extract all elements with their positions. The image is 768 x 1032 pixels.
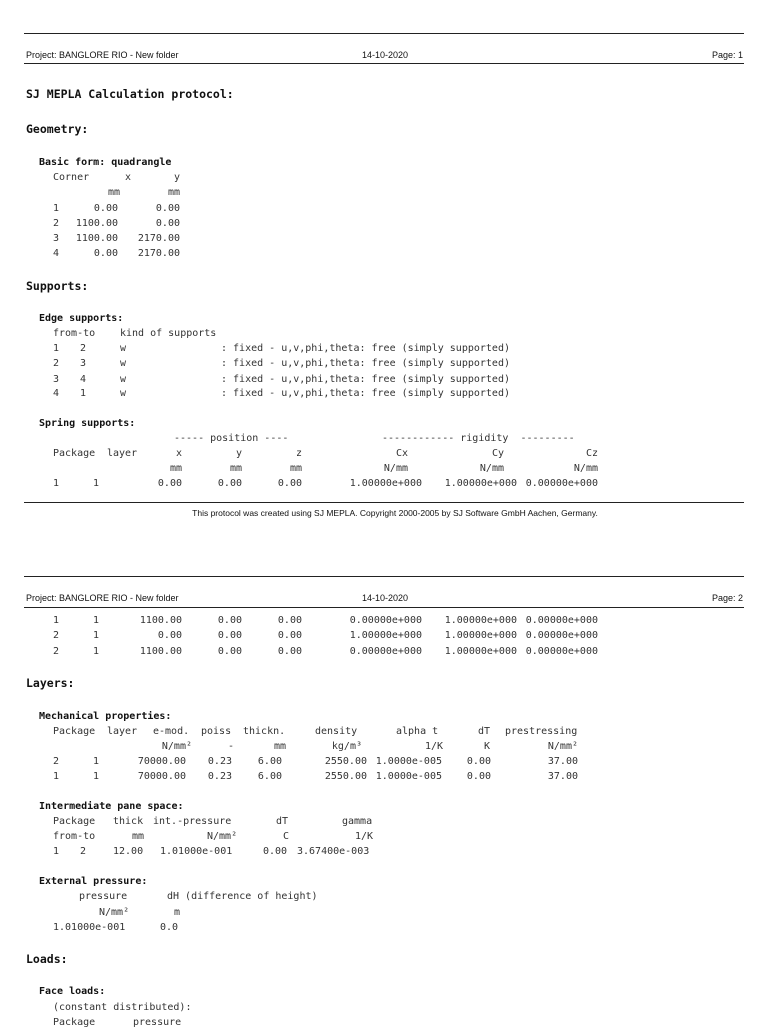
spring-cz: 0.00000e+000 xyxy=(525,478,598,489)
unit-alpha-t: 1/K xyxy=(424,741,443,752)
spring-layer: 1 xyxy=(93,615,100,626)
mech-alpha-t: 1.0000e-005 xyxy=(375,771,442,782)
col-dt: dT xyxy=(478,726,491,737)
unit-dh: m xyxy=(174,907,181,918)
spring-supports-heading: Spring supports: xyxy=(39,418,136,429)
col-package: Package xyxy=(53,816,96,827)
corner-id: 1 xyxy=(53,203,60,214)
edge-type: w xyxy=(120,388,127,399)
mech-poiss: 0.23 xyxy=(207,756,232,767)
copyright-footer: This protocol was created using SJ MEPLA. Copyright 2000-2005 by SJ Software GmbH Aachen, Germany. xyxy=(192,508,598,518)
pane-unit-row xyxy=(0,831,768,846)
header-page-number: Page: 2 xyxy=(712,593,744,603)
spring-z: 0.00 xyxy=(277,630,302,641)
mech-alpha-t: 1.0000e-005 xyxy=(375,756,442,767)
corner-x: 1100.00 xyxy=(75,218,118,229)
mech-poiss: 0.23 xyxy=(207,771,232,782)
corner-id: 2 xyxy=(53,218,60,229)
unit-y: mm xyxy=(229,463,242,474)
col-gamma: gamma xyxy=(342,816,373,827)
supports-heading: Supports: xyxy=(26,279,89,293)
col-prestressing: prestressing xyxy=(505,726,578,737)
corner-y: 2170.00 xyxy=(137,233,180,244)
layers-heading: Layers: xyxy=(26,676,75,690)
unit-density: kg/m³ xyxy=(331,741,362,752)
col-layer: layer xyxy=(107,726,138,737)
col-layer: layer xyxy=(107,448,138,459)
col-dt: dT xyxy=(276,816,289,827)
col-package: Package xyxy=(53,448,96,459)
mech-e-mod: 70000.00 xyxy=(137,771,186,782)
header-bottom-rule xyxy=(24,607,744,608)
spring-row xyxy=(0,630,768,645)
pane-to: 2 xyxy=(80,846,87,857)
spring-package: 2 xyxy=(53,646,60,657)
spring-cy: 1.00000e+000 xyxy=(444,478,517,489)
document-title: SJ MEPLA Calculation protocol: xyxy=(26,87,234,101)
col-x: x xyxy=(175,448,182,459)
header-date: 14-10-2020 xyxy=(362,50,409,60)
spring-cy: 1.00000e+000 xyxy=(444,615,517,626)
edge-description: : fixed - u,v,phi,theta: free (simply supported) xyxy=(221,388,510,399)
group-position: ----- position ---- xyxy=(174,433,289,444)
corner-id: 4 xyxy=(53,248,60,259)
unit-dt: K xyxy=(483,741,490,752)
edge-description: : fixed - u,v,phi,theta: free (simply supported) xyxy=(221,343,510,354)
spring-layer: 1 xyxy=(93,646,100,657)
corner-id: 3 xyxy=(53,233,60,244)
pane-dt: 0.00 xyxy=(263,846,288,857)
col-e-mod: e-mod. xyxy=(153,726,190,737)
edge-description: : fixed - u,v,phi,theta: free (simply supported) xyxy=(221,358,510,369)
col-corner: Corner xyxy=(53,172,90,183)
spring-group-row xyxy=(0,433,768,448)
col-pressure: pressure xyxy=(79,891,128,902)
geometry-row xyxy=(0,218,768,233)
col-alpha-t: alpha t xyxy=(396,726,439,737)
pane-gamma: 3.67400e-003 xyxy=(297,846,370,857)
edge-to: 1 xyxy=(80,388,87,399)
spring-z: 0.00 xyxy=(277,646,302,657)
face-loads-subheading: (constant distributed): xyxy=(53,1002,192,1013)
edge-type: w xyxy=(120,358,127,369)
edge-from: 4 xyxy=(53,388,60,399)
edge-from: 3 xyxy=(53,374,60,385)
spring-cy: 1.00000e+000 xyxy=(444,646,517,657)
spring-package: 1 xyxy=(53,478,60,489)
spring-row xyxy=(0,615,768,630)
pane-int-pressure: 1.01000e-001 xyxy=(160,846,233,857)
spring-y: 0.00 xyxy=(217,478,242,489)
mech-e-mod: 70000.00 xyxy=(137,756,186,767)
mech-density: 2550.00 xyxy=(324,756,367,767)
unit-thickn: mm xyxy=(273,741,286,752)
spring-layer: 1 xyxy=(93,630,100,641)
spring-y: 0.00 xyxy=(217,630,242,641)
col-cy: Cy xyxy=(491,448,504,459)
ext-row xyxy=(0,922,768,937)
edge-type: w xyxy=(120,374,127,385)
spring-y: 0.00 xyxy=(217,615,242,626)
mech-prestressing: 37.00 xyxy=(547,756,578,767)
unit-prestressing: N/mm² xyxy=(547,741,578,752)
loads-heading: Loads: xyxy=(26,952,68,966)
spring-z: 0.00 xyxy=(277,615,302,626)
mech-package: 2 xyxy=(53,756,60,767)
unit-gamma: 1/K xyxy=(355,831,374,842)
col-cz: Cz xyxy=(585,448,598,459)
spring-cz: 0.00000e+000 xyxy=(525,615,598,626)
face-loads-header-row xyxy=(0,1017,768,1032)
spring-row xyxy=(0,478,768,493)
mechanical-properties-heading: Mechanical properties: xyxy=(39,711,172,722)
pane-header-row xyxy=(0,816,768,831)
spring-package: 1 xyxy=(53,615,60,626)
spring-package: 2 xyxy=(53,630,60,641)
spring-cx: 1.00000e+000 xyxy=(349,630,422,641)
group-rigidity: ------------ rigidity --------- xyxy=(382,433,575,444)
mech-thickn: 6.00 xyxy=(257,756,282,767)
col-package: Package xyxy=(53,726,96,737)
ext-unit-row xyxy=(0,907,768,922)
face-loads-heading: Face loads: xyxy=(39,986,106,997)
unit-from-to: from-to xyxy=(53,831,96,842)
geometry-header-row xyxy=(0,172,768,187)
col-z: z xyxy=(295,448,302,459)
edge-to: 4 xyxy=(80,374,87,385)
header-top-rule xyxy=(24,33,744,34)
edge-from: 1 xyxy=(53,343,60,354)
mech-thickn: 6.00 xyxy=(257,771,282,782)
edge-to: 2 xyxy=(80,343,87,354)
unit-thick: mm xyxy=(132,831,145,842)
unit-cz: N/mm xyxy=(573,463,598,474)
pane-thick: 12.00 xyxy=(113,846,144,857)
header-project: Project: BANGLORE RIO - New folder xyxy=(26,593,179,603)
geometry-unit-row xyxy=(0,187,768,202)
header-top-rule xyxy=(24,576,744,577)
unit-y: mm xyxy=(168,187,181,198)
edge-row xyxy=(0,358,768,373)
edge-header-row xyxy=(0,328,768,343)
spring-layer: 1 xyxy=(93,478,100,489)
mech-dt: 0.00 xyxy=(466,771,491,782)
col-thickn: thickn. xyxy=(243,726,286,737)
corner-y: 0.00 xyxy=(155,203,180,214)
spring-cz: 0.00000e+000 xyxy=(525,630,598,641)
unit-cx: N/mm xyxy=(383,463,408,474)
col-y: y xyxy=(174,172,181,183)
geometry-row xyxy=(0,233,768,248)
header-page-number: Page: 1 xyxy=(712,50,744,60)
geometry-heading: Geometry: xyxy=(26,122,89,136)
unit-poiss: - xyxy=(227,741,234,752)
col-density: density xyxy=(315,726,358,737)
corner-x: 1100.00 xyxy=(75,233,118,244)
col-cx: Cx xyxy=(395,448,408,459)
geometry-row xyxy=(0,248,768,263)
mech-density: 2550.00 xyxy=(324,771,367,782)
spring-cx: 0.00000e+000 xyxy=(349,615,422,626)
unit-int-pressure: N/mm² xyxy=(207,831,238,842)
external-pressure-heading: External pressure: xyxy=(39,876,148,887)
ext-header-row xyxy=(0,891,768,906)
mech-row xyxy=(0,756,768,771)
header-bottom-rule xyxy=(24,63,744,64)
basic-form-heading: Basic form: quadrangle xyxy=(39,157,172,168)
edge-type: w xyxy=(120,343,127,354)
col-thick: thick xyxy=(113,816,144,827)
spring-cx: 0.00000e+000 xyxy=(349,646,422,657)
edge-description: : fixed - u,v,phi,theta: free (simply supported) xyxy=(221,374,510,385)
mech-prestressing: 37.00 xyxy=(547,771,578,782)
spring-x: 0.00 xyxy=(157,478,182,489)
unit-dt: C xyxy=(283,831,290,842)
corner-y: 2170.00 xyxy=(137,248,180,259)
spring-unit-row xyxy=(0,463,768,478)
corner-x: 0.00 xyxy=(93,248,118,259)
col-kind-of-supports: kind of supports xyxy=(120,328,217,339)
mech-header-row xyxy=(0,726,768,741)
geometry-row xyxy=(0,203,768,218)
col-poiss: poiss xyxy=(201,726,232,737)
unit-z: mm xyxy=(289,463,302,474)
col-from-to: from-to xyxy=(53,328,96,339)
spring-row xyxy=(0,646,768,661)
unit-cy: N/mm xyxy=(479,463,504,474)
mech-layer: 1 xyxy=(93,756,100,767)
unit-x: mm xyxy=(169,463,182,474)
unit-e-mod: N/mm² xyxy=(161,741,192,752)
edge-row xyxy=(0,343,768,358)
edge-row xyxy=(0,388,768,403)
spring-z: 0.00 xyxy=(277,478,302,489)
spring-x: 1100.00 xyxy=(139,615,182,626)
spring-y: 0.00 xyxy=(217,646,242,657)
col-x: x xyxy=(125,172,132,183)
unit-pressure: N/mm² xyxy=(99,907,130,918)
spring-x: 0.00 xyxy=(157,630,182,641)
mech-dt: 0.00 xyxy=(466,756,491,767)
spring-cx: 1.00000e+000 xyxy=(349,478,422,489)
spring-header-row xyxy=(0,448,768,463)
pane-row xyxy=(0,846,768,861)
edge-from: 2 xyxy=(53,358,60,369)
mech-row xyxy=(0,771,768,786)
mech-package: 1 xyxy=(53,771,60,782)
col-pressure: pressure xyxy=(133,1017,182,1028)
pane-from: 1 xyxy=(53,846,60,857)
mech-unit-row xyxy=(0,741,768,756)
ext-dh: 0.0 xyxy=(160,922,179,933)
spring-x: 1100.00 xyxy=(139,646,182,657)
edge-supports-heading: Edge supports: xyxy=(39,313,124,324)
edge-row xyxy=(0,374,768,389)
spring-cy: 1.00000e+000 xyxy=(444,630,517,641)
mech-layer: 1 xyxy=(93,771,100,782)
edge-to: 3 xyxy=(80,358,87,369)
header-date: 14-10-2020 xyxy=(362,593,409,603)
col-int-pressure: int.-pressure xyxy=(153,816,232,827)
ext-pressure: 1.01000e-001 xyxy=(53,922,126,933)
unit-x: mm xyxy=(108,187,121,198)
col-package: Package xyxy=(53,1017,96,1028)
header-project: Project: BANGLORE RIO - New folder xyxy=(26,50,179,60)
corner-y: 0.00 xyxy=(155,218,180,229)
spring-cz: 0.00000e+000 xyxy=(525,646,598,657)
footer-rule xyxy=(24,502,744,503)
col-y: y xyxy=(235,448,242,459)
corner-x: 0.00 xyxy=(93,203,118,214)
col-dh: dH (difference of height) xyxy=(167,891,318,902)
intermediate-pane-space-heading: Intermediate pane space: xyxy=(39,801,184,812)
